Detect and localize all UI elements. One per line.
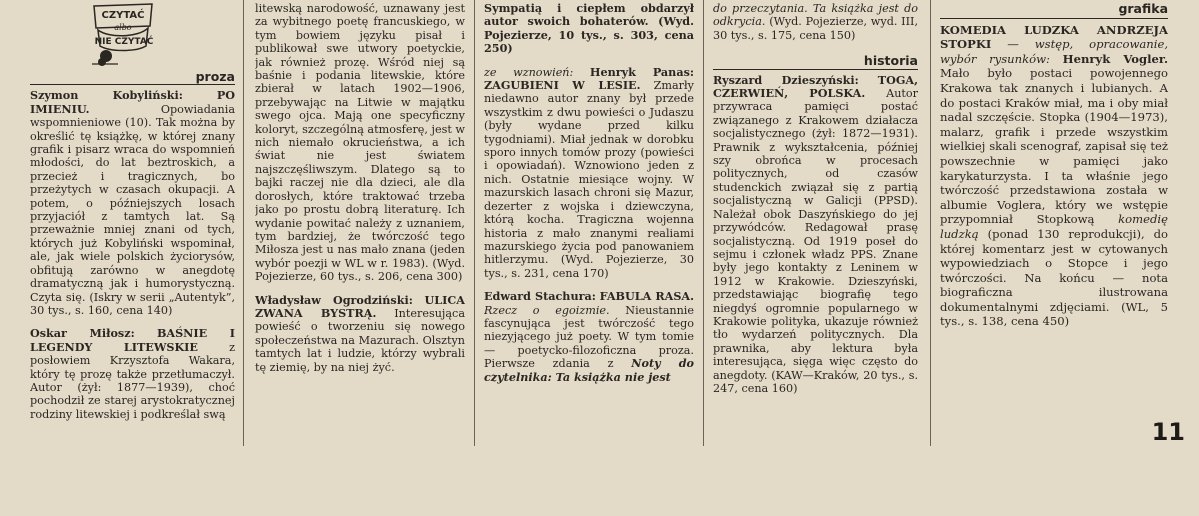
review-text: Nieustannie fascynująca jest twórczość tego niezyjącego już poety. W tym tomie — poetycko-filozoficzna proza. Pierwsze zdania z bbox=[484, 303, 694, 371]
review-panas bbox=[484, 66, 694, 281]
quoted-text: do przeczytania. Ta książka jest do odkrycia. bbox=[713, 2, 918, 29]
review-ogrodzinski bbox=[255, 294, 465, 374]
review-text: Autor przywraca pamięci postać związanego z Krakowem działacza socjalistycznego (żył: 1872—1931). Prawnik z wykształcenia, później szy obrońca w procesach politycznych, od czasów studenckich związał się z partią socjalistyczną w Galicji (PPSD). Należał obok Daszyńskiego do jej przywódców. Redagował prasę socjalistyczną. Od 1919 poseł do sejmu i członek władz PPS. Znane były jego kontakty z Leninem w 1912 w Krakowie. Dzieszyński, przedstawiając biografię tego niegdyś ogromnie popularnego w Krakowie polityka, ukazuje również tło wydarzeń politycznych. Dla prawnika, aby lektura była interesująca, sięga więc często do anegdoty. (KAW—Kraków, 20 tys., s. 247, cena 160) bbox=[713, 87, 918, 395]
svg-text:NIE CZYTAĆ: NIE CZYTAĆ bbox=[94, 37, 154, 47]
review-stachura bbox=[484, 290, 694, 384]
section-label-proza: proza bbox=[30, 70, 235, 85]
book-title: PO IMIENIU. bbox=[30, 88, 235, 116]
review-text: Opowiadania wspomnieniowe (10). Tak można by określić tę książkę, w której znany grafik i pisarz wraca do wspomnień młodości, do lat beztroskich, a przecież i tragicznych, bo przeżytych w czasach okupacji. A potem, o późniejszych losach przyjaciół z tamtych lat. Są przeważnie mniej znani od tych, których już Kobyliński wspominał, ale, jak wiele polskich życiorysów, obfitują zarówno w anegdotę dramatyczną jak i humorystyczną. Czyta się. (Iskry w serii „Autentyk”, 30 tys., s. 160, cena 140) bbox=[30, 102, 235, 317]
book-title: ZAGUBIENI W LESIE. bbox=[484, 78, 641, 93]
book-subtitle: Rzecz o egoizmie. bbox=[484, 303, 610, 317]
reissue-prefix: ze wznowień: bbox=[484, 65, 574, 79]
czytac-albo-nie-czytac-logo bbox=[88, 0, 158, 70]
review-text: Sympatią i ciepłem obdarzył autor swoich bohaterów. (Wyd. Pojezierze, 10 tys., s. 303, cena 250) bbox=[484, 2, 694, 56]
column-4 bbox=[713, 2, 918, 448]
review-milosz-continued bbox=[255, 2, 465, 284]
book-title: TOGA, CZERWIEŃ, POLSKA. bbox=[713, 72, 918, 101]
review-text: Interesująca powieść o tworzeniu się nowego społeczeństwa na Mazurach. Olsztyn tamtych lat i ludzie, którzy wybrali tę ziemię, by na niej żyć. bbox=[255, 306, 465, 374]
review-milosz bbox=[30, 327, 235, 421]
book-title: ULICA ZWANA BYSTRĄ. bbox=[255, 292, 465, 320]
review-stopka bbox=[940, 23, 1168, 329]
book-subtitle: — wstęp, opracowanie, wybór rysunków: bbox=[940, 37, 1168, 66]
book-title: BAŚNIE I LEGENDY LITEWSKIE bbox=[30, 326, 235, 354]
column-1 bbox=[30, 70, 235, 516]
column-3 bbox=[484, 2, 694, 448]
review-text: z posłowiem Krzysztofa Wakara, który tę prozę także przetłumaczył. Autor (żył: 1877—1939), choć pochodził ze starej arystokratycznej rodziny litewskiej i podkreślał swą bbox=[30, 340, 235, 421]
column-divider bbox=[930, 0, 931, 446]
svg-text:albo: albo bbox=[114, 23, 132, 32]
book-title: KOMEDIA LUDZKA ANDRZEJA STOPKI bbox=[940, 22, 1168, 52]
emphasized-text: komedię ludzką bbox=[940, 212, 1168, 241]
review-text: Mało było postaci powojennego Krakowa tak znanych i lubianych. A do postaci Kraków miał, ma i oby miał nadal szczęście. Stopka (1904—1973), malarz, grafik i przede wszystkim wielkiej skali scenograf, zapisał się też powszechnie w pamięci jako karykaturzysta. I ta właśnie jego twórczość przedstawiona została w albumie Voglera, który we wstępie przypomniał Stopkową bbox=[940, 66, 1168, 227]
review-text: Zmarły niedawno autor znany był przede wszystkim z dwu powieści o Judaszu (były wydane przed kilku tygodniami). Miał jednak w dorobku sporo innych tomów prozy (powieści i opowiadań). Wznowiono jeden z nich. Ostatnie miesiące wojny. W mazurskich lasach chroni się Mazur, dezerter z wojska i dziewczyna, którą kocha. Tragiczna wojenna historia z mało znanymi realiami mazurskiego życia pod panowaniem hitlerzymu. (Wyd. Pojezierze, 30 tys., s. 231, cena 170) bbox=[484, 79, 694, 280]
review-text: (ponad 130 reprodukcji), do której komentarz jest w cytowanych wypowiedziach o Stopce i jego twórczości. Na końcu — nota biograficzna ilustrowana dokumentalnymi zdjęciami. (WL, 5 tys., s. 138, cena 450) bbox=[940, 226, 1168, 329]
section-label-historia: historia bbox=[713, 54, 918, 69]
column-2 bbox=[255, 2, 465, 448]
author-name: Szymon Kobyliński: bbox=[30, 88, 183, 103]
column-divider bbox=[243, 0, 244, 446]
author-name: Henryk Panas: bbox=[589, 64, 694, 79]
column-5 bbox=[940, 2, 1168, 448]
quoted-text: Noty do czytelnika: Ta książka nie jest bbox=[484, 356, 694, 384]
review-text: litewską narodowość, uznawany jest za wybitnego poetę francuskiego, w tym bowiem języku pisał i publikował swe utwory poetyckie, jak również prozę. Wśród niej są baśnie i podania litewskie, które zbierał w latach 1902—1906, przebywając na Litwie w majątku swego ojca. Mają one specyficzny koloryt, szczególną atmosferę, jest w nich niemało okrucieństwa, a ich świat nie jest światem najszczęśliwszym. Dlatego są to bajki raczej nie dla dzieci, ale dla dorosłych, które traktować trzeba jako po prostu dobrą literaturę. Ich wydanie powitać należy z uznaniem, tym bardziej, że twórczość tego Miłosza jest u nas mało znana (jeden wybór poezji w WL w r. 1983). (Wyd. Pojezierze, 60 tys., s. 206, cena 300) bbox=[255, 2, 465, 284]
author-name: Ryszard Dzieszyński: bbox=[713, 72, 859, 87]
review-dzieszynski bbox=[713, 74, 918, 396]
author-name: Oskar Miłosz: bbox=[30, 326, 135, 341]
review-ogrodzinski-continued bbox=[484, 2, 694, 56]
author-name: Edward Stachura: bbox=[484, 289, 596, 304]
author-name: Henryk Vogler. bbox=[1062, 51, 1168, 66]
column-divider bbox=[474, 0, 475, 446]
svg-text:CZYTAĆ: CZYTAĆ bbox=[101, 10, 145, 21]
book-title: FABULA RASA. bbox=[599, 289, 694, 304]
column-divider bbox=[703, 0, 704, 446]
section-label-grafika: grafika bbox=[940, 2, 1168, 19]
review-kobylinski bbox=[30, 89, 235, 317]
review-text: (Wyd. Pojezierze, wyd. III, 30 tys., s. 175, cena 150) bbox=[713, 15, 918, 42]
review-stachura-continued bbox=[713, 2, 918, 42]
page-number: 11 bbox=[1151, 418, 1185, 446]
author-name: Władysław Ogrodziński: bbox=[255, 292, 413, 307]
